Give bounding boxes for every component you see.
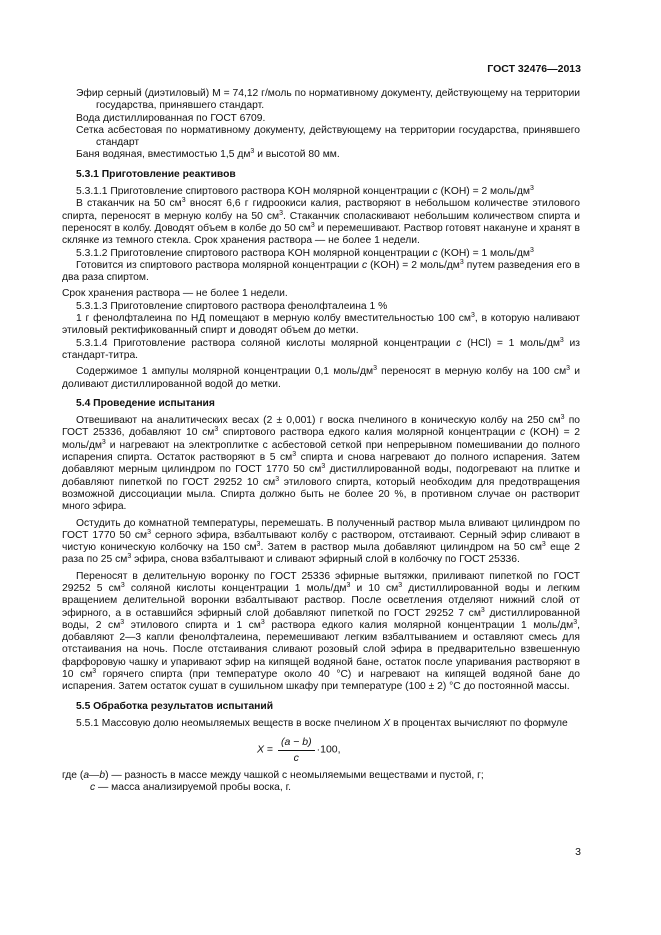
paragraph-5-3-1-3: 5.3.1.3 Приготовление спиртового раствора фенолфталеина 1 %: [76, 300, 388, 312]
paragraph-koh-2m-prep: В стаканчик на 50 $см^3$ вносят 6,6 г гидроокиси калия, растворяют в небольшом количестве этилового спирта, переносят в мерную колбу на 50 $см^3$. Стаканчик споласкивают небольшим количеством спирта и переносят в колбу. Доводят объем в колбе до 50 $см^3$ и перемешивают. Раствор готовят накануне и хранят в склянке из темного стекла. Срок хранения раствора — не более 1 недели.: [62, 197, 581, 247]
paragraph-5-3-1-1: 5.3.1.1 Приготовление спиртового раствора KOH молярной концентрации c (KOH) = 2 моль/$дм^3$: [76, 185, 534, 198]
reagent-water: Вода дистиллированная по ГОСТ 6709.: [76, 112, 266, 124]
formula-where-ab: где (a—b) — разность в массе между чашкой с неомыляемыми веществами и пустой, г;: [62, 769, 484, 781]
paragraph-phenolphthalein-prep: 1 г фенолфталеина по НД помещают в мерную колбу вместительностью 100 $см^3$, в которую наливают этиловый ректификованный спирт и доводят объем до метки.: [62, 312, 581, 337]
paragraph-5-3-1-4: 5.3.1.4 Приготовление раствора соляной кислоты молярной концентрации c (HCl) = 1 моль/$дм^3$ из стандарт-титра.: [62, 336, 580, 361]
formula-fraction: [278, 736, 315, 764]
paragraph-test-procedure-1: Отвешивают на аналитических весах (2 ± 0,001) г воска пчелиного в коническую колбу на 250 $см^3$ по ГОСТ 25336, добавляют 10 $см^3$ спиртового раствора едкого калия молярной концентрации c (KOH) = 2 моль/$дм^3$ и нагревают на электроплитке с асбестовой сеткой при непрерывном помешивании до полного испарения спирта. Остаток растворяют в 5 $см^3$ спирта и снова нагревают до полного испарения. Затем добавляют мерным цилиндром по ГОСТ 1770 50 $см^3$ дистиллированной воды, подогревают на плитке и добавляют пипеткой по ГОСТ 29252 10 $см^3$ этилового спирта, который необходим для предотвращения возможной диссоциации мыла. Спирта должно быть не более 20 %, в противном случае он растворит много эфира.: [62, 414, 581, 513]
paragraph-koh-1m-prep: Готовится из спиртового раствора молярной концентрации c (KOH) = 2 моль/$дм^3$ путем разведения его в два раза спиртом.: [62, 258, 580, 284]
paragraph-hcl-prep: Содержимое 1 ампулы молярной концентрации 0,1 моль/$дм^3$ переносят в мерную колбу на 100 $см^3$ и доливают дистиллированной водой до метки.: [62, 365, 580, 390]
formula-unsaponifiable: [62, 736, 580, 764]
formula-where-c: c — масса анализируемой пробы воска, г.: [90, 782, 291, 794]
page-number: 3: [575, 846, 581, 858]
formula-tail: ·100,: [316, 743, 341, 756]
paragraph-test-procedure-3: Переносят в делительную воронку по ГОСТ 25336 эфирные вытяжки, приливают пипеткой по ГОСТ 29252 5 $см^3$ соляной кислоты концентрации 1 моль/$дм^3$ и 10 $см^3$ дистиллированной воды и легким вращением делительной воронки взбалтывают раствор. После осветления отделяют нижний слой от эфирного, а в оставшийся эфирный слой добавляют пипеткой по ГОСТ 29252 7 $см^3$ дистиллированной воды, 2 $см^3$ этилового спирта и 1 $см^3$ раствора едкого калия молярной концентрации 1 моль/$дм^3$, добавляют 2—3 капли фенолфталеина, перемешивают легким взбалтыванием и оставляют смесь для отстаивания на ночь. После отстаивания сливают розовый слой эфира в предварительно взвешенную фарфоровую чашку и упаривают эфир на кипящей водяной бане, остаток после упаривания растворяют в 10 $см^3$ горячего спирта (при температуре около 40 °C) и нагревают на кипящей водяной бане до испарения. Затем остаток сушат в сушильном шкафу при температуре (100 ± 2) °C до постоянной массы.: [62, 570, 581, 693]
reagent-grid: Сетка асбестовая по нормативному документу, действующему на территории государства, принявшего стандарт: [76, 124, 580, 149]
page-content: [62, 88, 580, 794]
paragraph-test-procedure-2: Остудить до комнатной температуры, перемешать. В полученный раствор мыла вливают цилиндром по ГОСТ 1770 50 $см^3$ серного эфира, взбалтывают колбу с раствором, отстаивают. Серный эфир сливают в чистую коническую колбочку на 150 $см^3$. Затем в раствор мыла добавляют цилиндром на 50 $см^3$ еще 2 раза по 25 $см^3$ эфира, снова взбалтывают и сливают эфирный слой в колбочку по ГОСТ 25336.: [62, 517, 580, 566]
reagent-bath: Баня водяная, вместимостью 1,5 $дм^3$ и высотой 80 мм.: [76, 148, 340, 161]
section-5-4-heading: 5.4 Проведение испытания: [76, 397, 215, 409]
formula-numerator: (a − b): [278, 736, 315, 750]
section-5-5-heading: 5.5 Обработка результатов испытаний: [76, 700, 274, 712]
paragraph-5-3-1-2: 5.3.1.2 Приготовление спиртового раствора KOH молярной концентрации c (KOH) = 1 моль/$дм^3$: [76, 246, 534, 259]
formula-equals: =: [264, 743, 276, 756]
formula-lhs: X: [257, 743, 265, 756]
paragraph-storage: Срок хранения раствора — не более 1 недели.: [62, 288, 288, 300]
reagent-ether: Эфир серный (диэтиловый) M = 74,12 г/моль по нормативному документу, действующему на территории государства, принявшего стандарт.: [76, 88, 580, 112]
document-id: ГОСТ 32476—2013: [487, 63, 581, 75]
section-5-3-1-heading: 5.3.1 Приготовление реактивов: [76, 168, 236, 180]
formula-denominator: c: [293, 751, 299, 764]
paragraph-5-5-1: 5.5.1 Массовую долю неомыляемых веществ в воске пчелином X в процентах вычисляют по формуле: [76, 717, 568, 729]
